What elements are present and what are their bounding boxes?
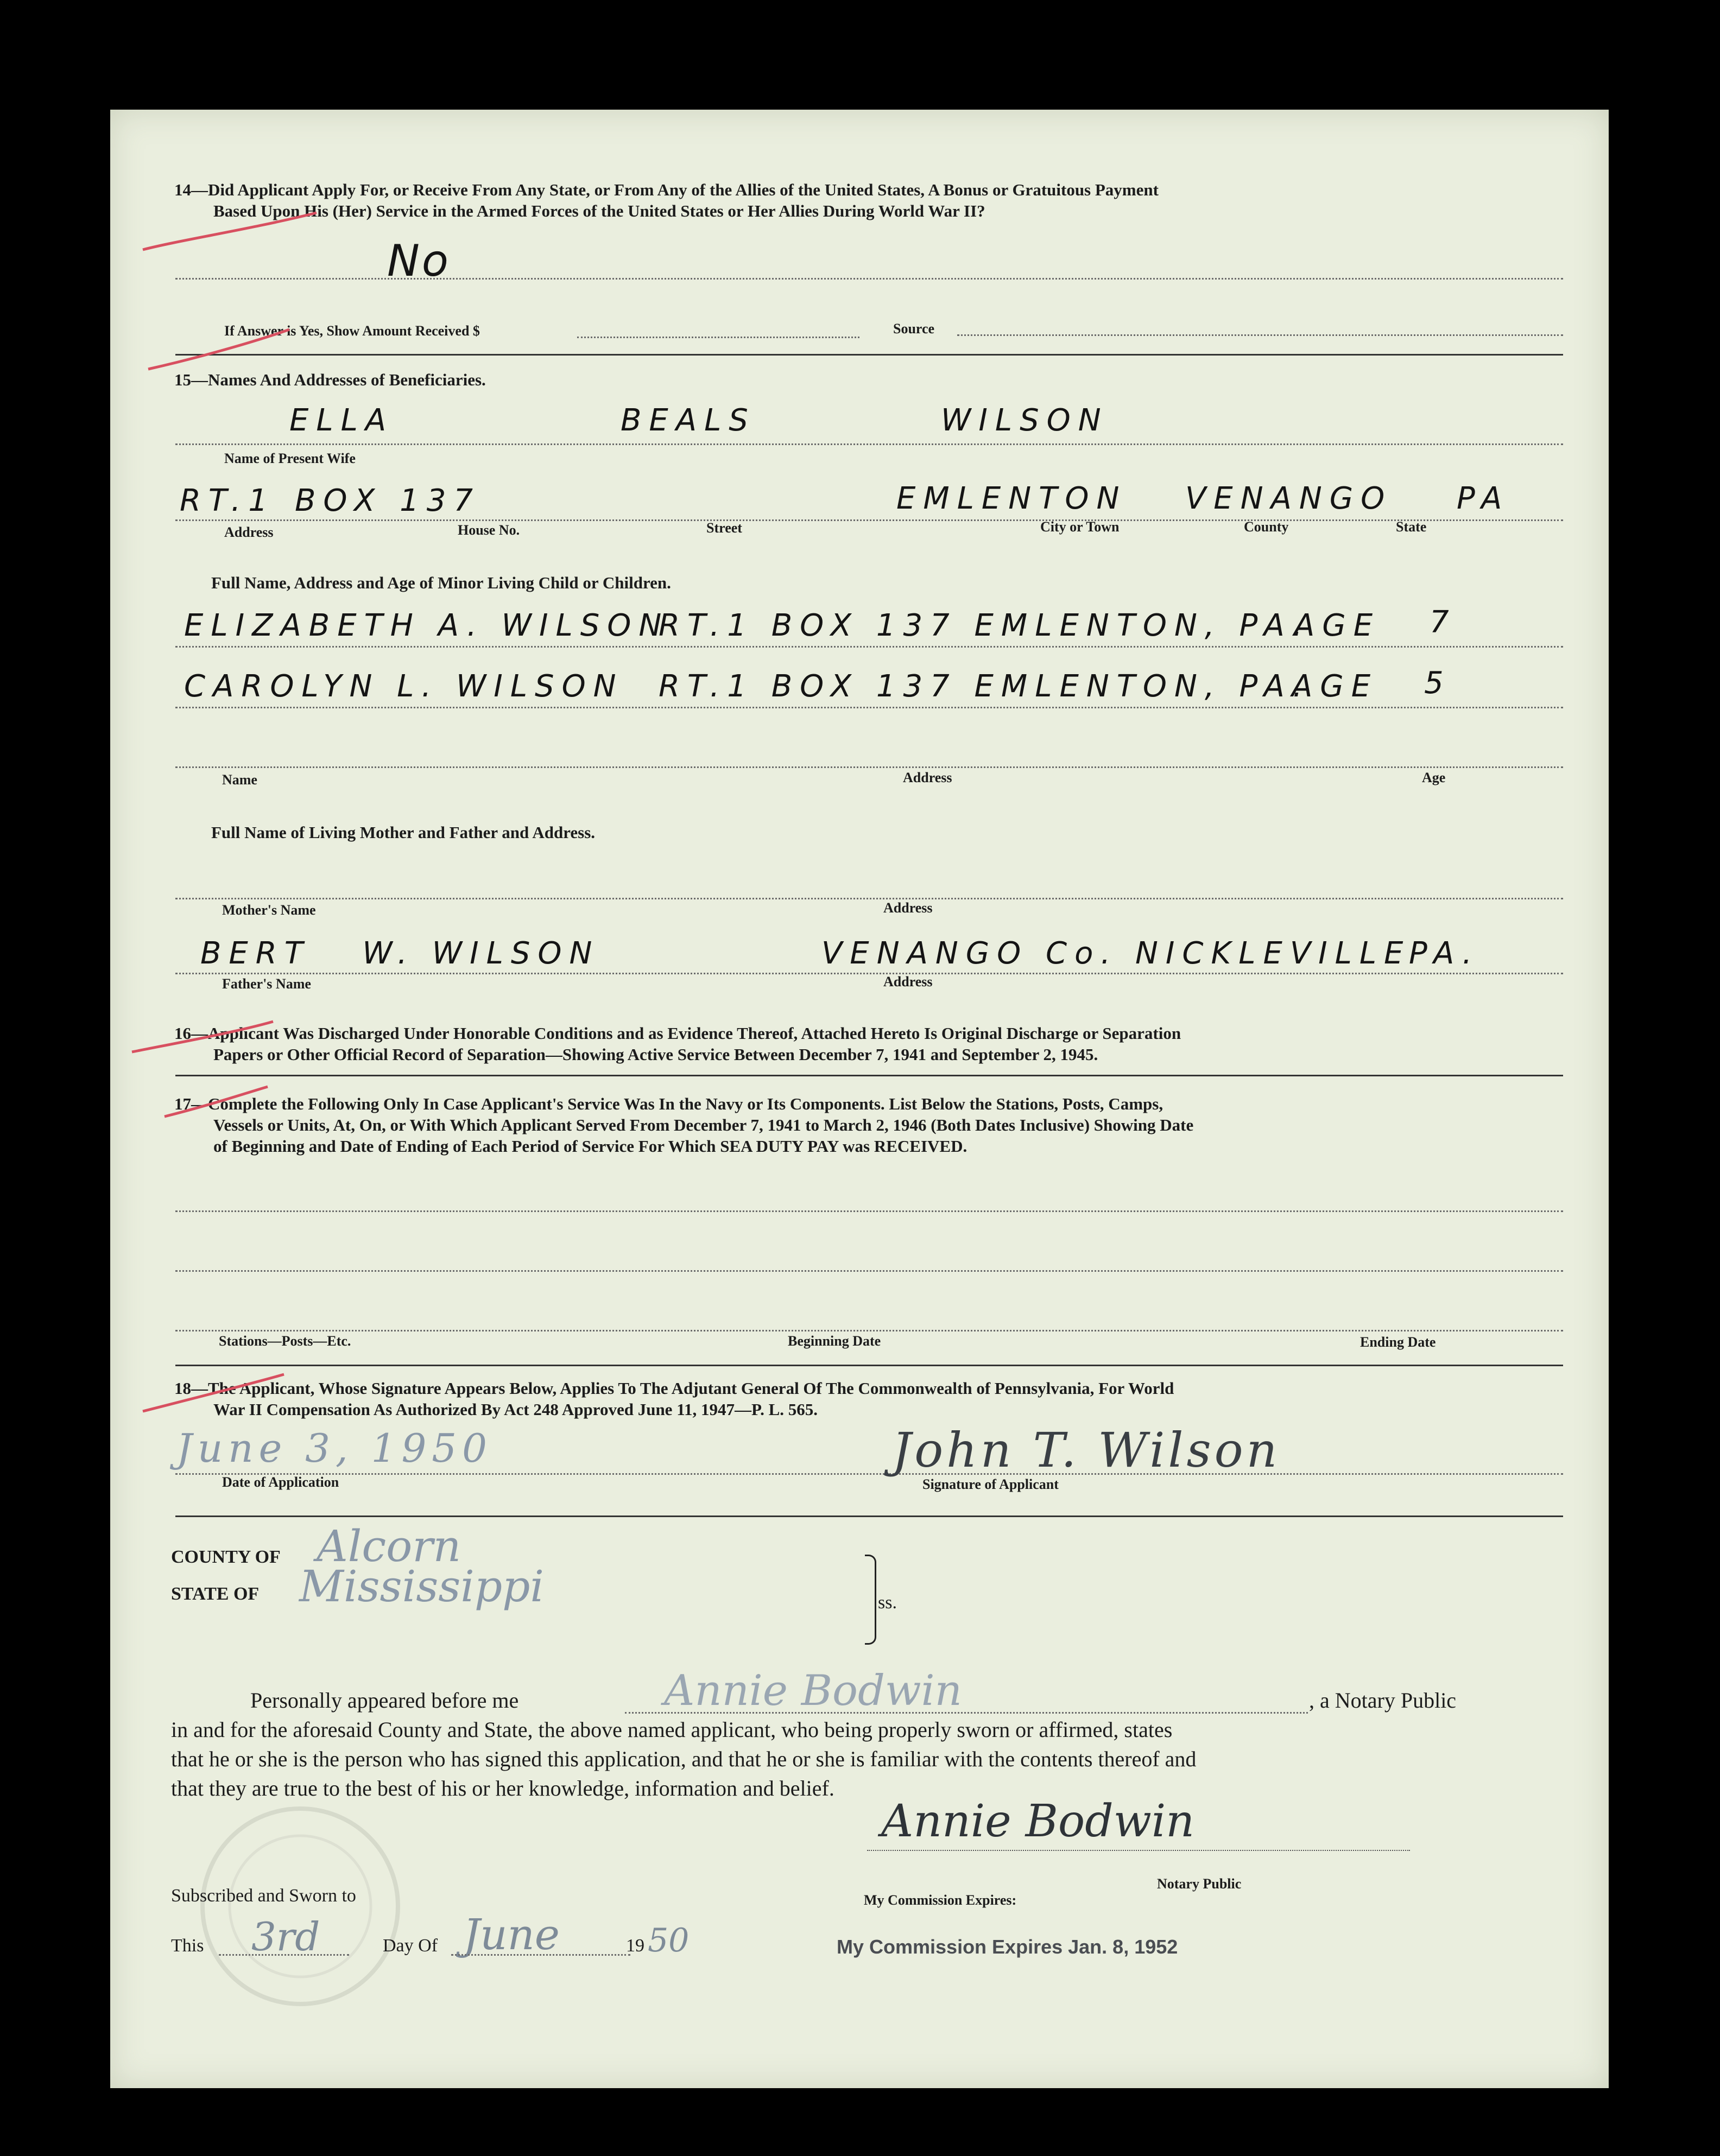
q16-line1: 16—Applicant Was Discharged Under Honorable Conditions and as Evidence Thereof, Attached Hereto Is Original Discharge or Separation (174, 1024, 1181, 1043)
col-stations: Stations—Posts—Etc. (219, 1333, 351, 1349)
father-address: VENANGO Co. NICKLEVILLE (821, 936, 1411, 971)
children-heading: Full Name, Address and Age of Minor Living Child or Children. (211, 573, 671, 592)
check-mark-q16 (132, 1022, 273, 1052)
q18-line1: 18—The Applicant, Whose Signature Appears Below, Applies To The Adjutant General Of The Commonwealth of Pennsylvania, For World (174, 1379, 1174, 1398)
wife-label: Name of Present Wife (224, 451, 356, 466)
col-begin: Beginning Date (788, 1333, 881, 1349)
application-form-page (110, 110, 1609, 2088)
day-of-label: Day Of (383, 1936, 438, 1956)
child-2-age: 5 (1424, 665, 1451, 701)
q17-line1: 17—Complete the Following Only In Case Applicant's Service Was In the Navy or Its Components. List Below the Stations, Posts, Camps, (174, 1094, 1163, 1113)
child-2-address: RT.1 BOX 137 EMLENTON, PA. (659, 669, 1310, 704)
notary-signature: Annie Bodwin (881, 1796, 1195, 1847)
q14-amount-label: If Answer is Yes, Show Amount Received $ (224, 323, 480, 339)
col-end: Ending Date (1360, 1334, 1436, 1350)
label-county: County (1244, 519, 1289, 535)
county-value: Alcorn (317, 1521, 461, 1571)
child-1-age: 7 (1430, 605, 1457, 640)
commission-stamp: My Commission Expires Jan. 8, 1952 (837, 1936, 1178, 1958)
check-mark-q18 (143, 1374, 284, 1411)
q18-line2: War II Compensation As Authorized By Act 248 Approved June 11, 1947—P. L. 565. (213, 1400, 818, 1419)
check-mark-q15 (148, 329, 289, 369)
father-name: BERT W. WILSON (200, 936, 600, 971)
q16-line2: Papers or Other Official Record of Separation—Showing Active Service Between December 7, 1941 and September 2, 1945. (213, 1045, 1098, 1064)
label-state: State (1396, 519, 1427, 535)
addr-route: RT.1 (180, 483, 275, 518)
child-2-name: CAROLYN L. WILSON (184, 669, 624, 704)
father-address-label: Address (883, 974, 933, 990)
commission-label: My Commission Expires: (864, 1892, 1017, 1908)
state-value: Mississippi (299, 1561, 544, 1612)
addr-city: EMLENTON (896, 481, 1127, 516)
red-check-marks (110, 110, 1609, 2088)
child-2-age-label: AGE (1292, 669, 1378, 704)
child-1-name: ELIZABETH A. WILSON (184, 608, 669, 643)
year-value: 50 (648, 1922, 690, 1960)
label-city: City or Town (1040, 519, 1120, 535)
signature-label: Signature of Applicant (922, 1476, 1059, 1492)
wife-last-name: WILSON (941, 403, 1109, 438)
paragraph-line-4: that they are true to the best of his or her knowledge, information and belief. (171, 1776, 834, 1800)
child-col-age: Age (1422, 770, 1446, 785)
applicant-signature: John T. Wilson (892, 1422, 1281, 1478)
date-label: Date of Application (222, 1474, 339, 1490)
q14-source-label: Source (893, 321, 935, 337)
child-col-address: Address (903, 770, 952, 785)
addr-box: BOX 137 (295, 483, 481, 518)
parents-heading: Full Name of Living Mother and Father and Address. (211, 823, 596, 842)
q17-line2: Vessels or Units, At, On, or With Which Applicant Served From December 7, 1941 to March 2, 1946 (Both Dates Inclusive) Showing Date (213, 1115, 1194, 1134)
label-address: Address (224, 524, 274, 540)
addr-state: PA (1457, 481, 1510, 516)
check-mark-q17 (165, 1087, 268, 1117)
paragraph-line-3: that he or she is the person who has signed this application, and that he or she is familiar with the contents thereof and (171, 1747, 1197, 1771)
notary-public-label: Notary Public (1157, 1876, 1242, 1892)
this-label: This (171, 1936, 204, 1956)
wife-middle-name: BEALS (621, 403, 756, 438)
ss-label: ss. (878, 1593, 897, 1613)
q17-line3: of Beginning and Date of Ending of Each Period of Service For Which SEA DUTY PAY was RECEIVED. (213, 1137, 968, 1156)
day-value: 3rd (251, 1914, 320, 1960)
label-street: Street (706, 520, 742, 536)
subscribed-label: Subscribed and Sworn to (171, 1886, 356, 1906)
q14-answer: No (387, 236, 451, 286)
county-label: COUNTY OF (171, 1547, 281, 1567)
child-1-age-label: AGE (1294, 608, 1381, 643)
state-label: STATE OF (171, 1584, 260, 1604)
mother-label: Mother's Name (222, 902, 316, 918)
check-mark-q14 (143, 213, 317, 250)
notary-name-signature: Annie Bodwin (664, 1666, 962, 1715)
wife-first-name: ELLA (289, 403, 394, 438)
notary-public-text: , a Notary Public (1309, 1688, 1457, 1713)
month-value: June (463, 1911, 560, 1960)
q14-line1: 14—Did Applicant Apply For, or Receive From Any State, or From Any of the Allies of the United States, A Bonus or Gratuitous Payment (174, 180, 1159, 199)
personally-appeared: Personally appeared before me (250, 1688, 519, 1713)
father-label: Father's Name (222, 976, 311, 992)
father-state: PA. (1409, 936, 1480, 971)
label-house: House No. (458, 522, 520, 538)
mother-address-label: Address (883, 900, 933, 916)
addr-county: VENANGO (1185, 481, 1393, 516)
application-date: June 3, 1950 (176, 1425, 492, 1471)
q15-heading: 15—Names And Addresses of Beneficiaries. (174, 370, 486, 389)
child-col-name: Name (222, 772, 257, 788)
child-1-address: RT.1 BOX 137 EMLENTON, PA. (659, 608, 1310, 643)
paragraph-line-2: in and for the aforesaid County and State, the above named applicant, who being properly sworn or affirmed, states (171, 1717, 1173, 1742)
q14-line2: Based Upon His (Her) Service in the Armed Forces of the United States or Her Allies During World War II? (213, 201, 985, 220)
year-prefix: 19 (626, 1936, 644, 1956)
